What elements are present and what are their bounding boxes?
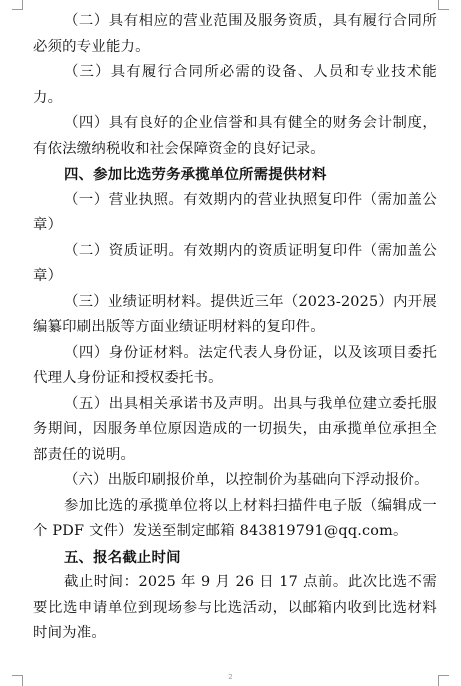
paragraph-qualification-certificate: （二）资质证明。有效期内的资质证明复印件（需加盖公章） — [33, 242, 437, 284]
paragraph-id-materials: （四）身份证材料。法定代表人身份证，以及该项目委托代理人身份证和授权委托书。 — [33, 344, 437, 386]
paragraph-qualification-4: （四）具有良好的企业信誉和具有健全的财务会计制度，有依法缴纳税收和社会保障资金的良好记录。 — [33, 115, 437, 157]
section-heading-deadline: 五、报名截止时间 — [63, 548, 181, 566]
paragraph-commitment-letter: （五）出具相关承诺书及声明。出具与我单位建立委托服务期间，因服务单位原因造成的一切损失，由承揽单位承担全部责任的说明。 — [33, 395, 437, 463]
paragraph-performance-materials: （三）业绩证明材料。提供近三年（2023-2025）内开展编纂印刷出版等方面业绩证明材料的复印件。 — [33, 293, 437, 335]
paragraph-business-license: （一）营业执照。有效期内的营业执照复印件（需加盖公章） — [33, 191, 437, 233]
paragraph-deadline: 截止时间：2025 年 9 月 26 日 17 点前。此次比选不需要比选申请单位到现场参与比选活动，以邮箱内收到比选材料时间为准。 — [33, 574, 437, 641]
paragraph-submission-email: 参加比选的承揽单位将以上材料扫描件电子版（编辑成一个 PDF 文件）发送至制定邮箱 843819791@qq.com。 — [33, 497, 437, 539]
document-body — [33, 9, 437, 647]
paragraph-quotation: （六）出版印刷报价单，以控制价为基础向下浮动报价。 — [63, 472, 429, 488]
paragraph-qualification-2: （二）具有相应的营业范围及服务资质，具有履行合同所必须的专业能力。 — [33, 13, 437, 55]
page-corner-mark-top-right — [438, 0, 449, 10]
page-corner-mark-top-left — [12, 0, 23, 10]
section-heading-materials: 四、参加比选劳务承揽单位所需提供材料 — [63, 166, 327, 183]
page-number: 2 — [228, 673, 233, 681]
paragraph-qualification-3: （三）具有履行合同所必需的设备、人员和专业技术能力。 — [33, 64, 437, 106]
